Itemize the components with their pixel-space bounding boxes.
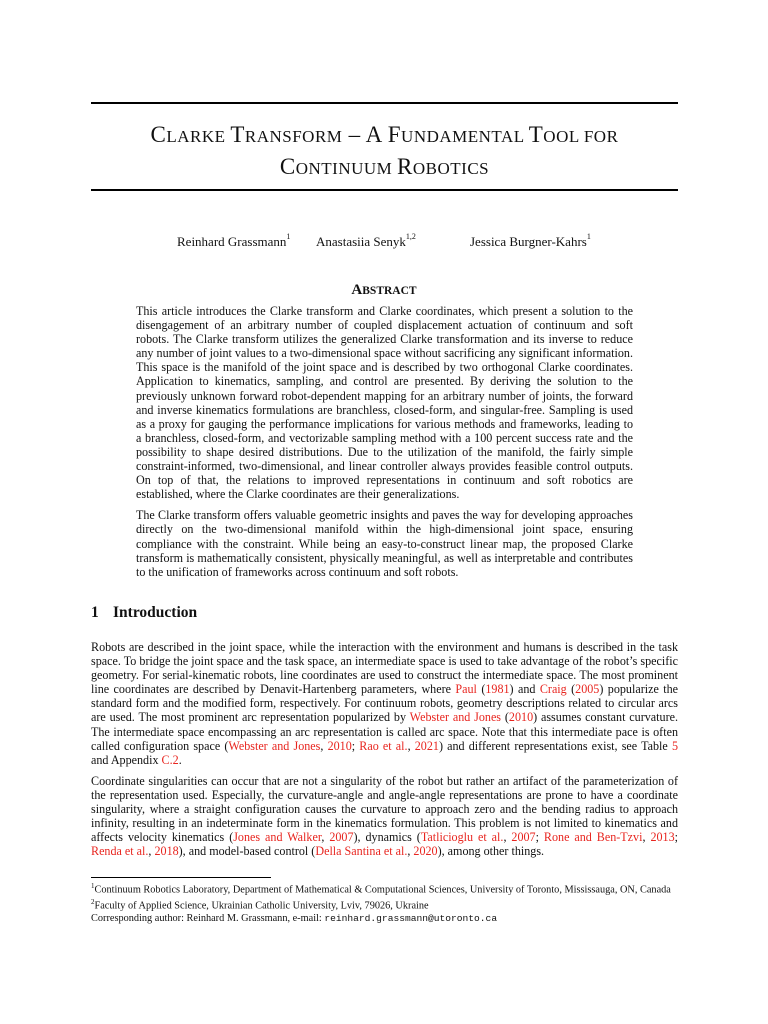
footnote-mark: 1: [91, 882, 95, 890]
title-smallcaps: OOL FOR: [543, 127, 619, 146]
abstract-heading-cap: A: [351, 282, 363, 298]
citation-link[interactable]: Rao et al.: [359, 738, 408, 753]
citation-link[interactable]: 2020: [413, 844, 438, 859]
title-smallcaps: UNDAMENTAL: [401, 127, 529, 146]
author-name: Anastasiia Senyk: [316, 234, 406, 249]
author-name: Reinhard Grassmann: [177, 234, 287, 249]
citation-link[interactable]: 2007: [329, 830, 354, 845]
citation-link[interactable]: Jones and Walker: [233, 830, 322, 845]
abstract-paragraph: This article introduces the Clarke transform and Clarke coordinates, which present a solution to the disengagement of an arbitrary number of coupled displacement actuation of continuum and soft robots. The Clarke transform utilizes the generalized Clarke transformation and its inverse to reduce any number of joint values to a two-dimensional space without sacrificing any significant information. This space is the manifold of the joint space and is described by two orthogonal Clarke coordinates. Application to kinematics, sampling, and control are presented. By deriving the solution to the previously unknown forward robot-dependent mapping for an arbitrary number of joints, the forward and inverse kinematics formulations are branchless, closed-form, and singular-free. Sampling is used as a proxy for gauging the performance implications for various methods and frameworks, leading to a branchless, closed-form, and vectorizable sampling method with a 100 percent success rate and the possibility to shape desired distributions. Due to the utilization of the manifold, the fairly simple constraint-informed, two-dimensional, and linear controller always provides feasible control outputs. On top of that, the relations to improved representations in continuum and soft robotics are established, where the Clarke coordinates are their generalizations.: [136, 304, 633, 502]
title-cap: C: [150, 122, 167, 147]
abstract-heading: [0, 282, 768, 299]
citation-link[interactable]: 2007: [511, 830, 536, 845]
abstract-heading-rest: BSTRACT: [362, 285, 417, 297]
citation-link[interactable]: 2018: [154, 844, 179, 859]
title-rule-top: [91, 102, 678, 104]
footnote-1: [91, 880, 691, 896]
corresponding-author: [91, 913, 691, 925]
corresponding-label: Corresponding author: Reinhard M. Grassmann, e-mail:: [91, 912, 325, 924]
paper-title: [91, 120, 678, 184]
citation-link[interactable]: 2010: [327, 738, 352, 753]
citation-link[interactable]: 5: [671, 738, 678, 753]
intro-paragraph: Coordinate singularities can occur that are not a singularity of the robot but rather an artifact of the parameterization of the representation used. Especially, the curvature-angle and angle-angle representations are prone to have a coordinate singularity, where a straight configuration causes the curvature to approach zero and the bending radius to approach infinity, resulting in an indeterminate form in the kinematics formulation. This problem is not limited to kinematics and affects velocity kinematics (Jones and Walker, 2007), dynamics (Tatlicioglu et al., 2007; Rone and Ben-Tzvi, 2013; Renda et al., 2018), and model-based control (Della Santina et al., 2020), among other things.: [91, 773, 678, 859]
citation-link[interactable]: Rone and Ben-Tzvi: [543, 830, 643, 845]
citation-link[interactable]: Renda et al.: [91, 844, 149, 859]
citation-link[interactable]: 2013: [650, 830, 675, 845]
title-cap: C: [279, 154, 296, 179]
section-heading: [91, 604, 197, 622]
author-affiliation: 1: [586, 232, 591, 241]
title-cap: R: [397, 154, 413, 179]
citation-link[interactable]: Craig: [539, 682, 567, 697]
introduction-body: [91, 640, 678, 865]
footnote-rule: [91, 877, 271, 878]
section-number: 1: [91, 604, 99, 621]
title-smallcaps: OBOTICS: [412, 159, 490, 178]
author-affiliation: 1,2: [405, 232, 416, 241]
title-cap: T: [230, 122, 245, 147]
citation-link[interactable]: Tatlicioglu et al.: [420, 830, 504, 845]
footnote-text: Faculty of Applied Science, Ukrainian Catholic University, Lviv, 79026, Ukraine: [94, 900, 429, 912]
citation-link[interactable]: Della Santina et al.: [315, 844, 408, 859]
citation-link[interactable]: 2021: [414, 738, 439, 753]
citation-link[interactable]: Paul: [455, 682, 477, 697]
section-title: Introduction: [113, 604, 198, 621]
author-name: Jessica Burgner-Kahrs: [470, 234, 587, 249]
intro-paragraph: Robots are described in the joint space, while the interaction with the environment and humans is described in the task space. To bridge the joint space and the task space, an intermediate space is used to take advantage of the robot’s specific geometry. For serial-kinematic robots, line coordinates are used to construct the intermediate space. The most prominent line coordinates are described by Denavit-Hartenberg parameters, where Paul (1981) and Craig (2005) popularize the standard form and the modified form, respectively. For continuum robots, geometry descriptions related to circular arcs are used. The most prominent arc representation popularized by Webster and Jones (2010) assumes constant curvature. The intermediate space encompassing an arc representation is called arc space. Note that this intermediate pace is often called configuration space (Webster and Jones, 2010; Rao et al., 2021) and different representations exist, see Table 5 and Appendix C.2.: [91, 640, 678, 767]
citation-link[interactable]: C.2: [161, 752, 179, 767]
title-smallcaps: RANSFORM: [244, 127, 343, 146]
abstract-body: [136, 304, 633, 586]
author: [470, 234, 591, 250]
title-smallcaps: ONTINUUM: [295, 159, 398, 178]
citation-link[interactable]: 1981: [485, 682, 510, 697]
title-rule-bottom: [91, 189, 678, 191]
author-affiliation: 1: [286, 232, 291, 241]
citation-link[interactable]: 2010: [508, 710, 534, 725]
email-link[interactable]: reinhard.grassmann@utoronto.ca: [324, 912, 498, 924]
abstract-paragraph: The Clarke transform offers valuable geometric insights and paves the way for developing approaches directly on the two-dimensional manifold within the high-dimensional joint space, ensuring compliance with the constraint. While being an easy-to-construct linear map, the proposed Clarke transform is mathematically consistent, physically meaningful, as well as interpretable and contributes to the unification of frameworks across continuum and soft robots.: [136, 508, 633, 579]
title-smallcaps: LARKE: [166, 127, 231, 146]
title-cap: – A: [342, 122, 388, 147]
title-cap: T: [528, 122, 544, 147]
author: [177, 234, 290, 250]
title-line-1: [91, 120, 678, 152]
title-cap: F: [387, 122, 402, 147]
citation-link[interactable]: 2005: [575, 682, 600, 697]
footnote-2: [91, 896, 691, 912]
citation-link[interactable]: Webster and Jones: [409, 710, 502, 725]
author: [316, 234, 416, 250]
footnote-mark: 2: [91, 898, 95, 907]
citation-link[interactable]: Webster and Jones: [228, 738, 321, 753]
title-line-2: [91, 152, 678, 184]
footnotes: [91, 880, 691, 925]
footnote-text: Continuum Robotics Laboratory, Department of Mathematical & Computational Sciences, University of Toronto, Mississauga, ON, Canada: [94, 884, 671, 896]
